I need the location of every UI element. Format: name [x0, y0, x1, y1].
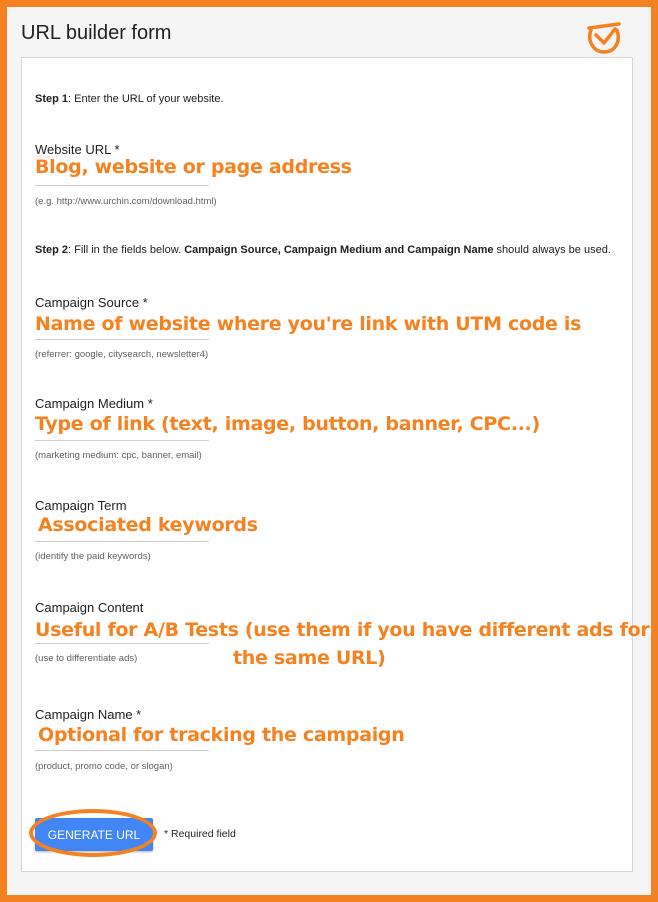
campaign-source-hint: (referrer: google, citysearch, newsletter4)	[35, 349, 209, 360]
campaign-source-label: Campaign Source *	[35, 295, 148, 310]
campaign-term-hint: (identify the paid keywords)	[35, 551, 151, 562]
step-2-text: : Fill in the fields below.	[68, 244, 185, 256]
website-url-underline	[35, 185, 209, 186]
campaign-name-underline	[35, 750, 209, 751]
campaign-name-field[interactable]: Optional for tracking the campaign	[38, 724, 405, 746]
campaign-name-hint: (product, promo code, or slogan)	[35, 761, 173, 772]
campaign-term-underline	[35, 541, 209, 542]
generate-url-button[interactable]: GENERATE URL	[35, 818, 153, 851]
step-1-instruction	[35, 93, 224, 105]
campaign-source-underline	[35, 339, 209, 340]
envelope-check-icon	[585, 20, 623, 56]
website-url-field[interactable]: Blog, website or page address	[35, 156, 352, 178]
url-builder-card	[21, 57, 650, 872]
website-url-label: Website URL *	[35, 142, 120, 157]
campaign-medium-field[interactable]: Type of link (text, image, button, banner, CPC...)	[35, 413, 540, 435]
step-2-instruction	[35, 244, 611, 256]
button-highlight-ring	[29, 809, 157, 857]
step-2-label: Step 2	[35, 244, 69, 256]
campaign-source-field[interactable]: Name of website where you're link with UTM code is	[35, 313, 582, 335]
page-title: URL builder form	[21, 22, 172, 44]
campaign-name-label: Campaign Name *	[35, 707, 142, 722]
campaign-content-field[interactable]: Useful for A/B Tests (use them if you have different ads for	[35, 619, 650, 641]
step-2-tail: should always be used.	[493, 244, 611, 256]
step-2-required-fields: Campaign Source, Campaign Medium and Campaign Name	[184, 244, 494, 256]
campaign-medium-underline	[35, 440, 209, 441]
step-1-label: Step 1	[35, 93, 69, 105]
required-field-note: * Required field	[164, 828, 236, 840]
campaign-medium-label: Campaign Medium *	[35, 396, 153, 411]
campaign-medium-hint: (marketing medium: cpc, banner, email)	[35, 450, 202, 461]
campaign-content-underline	[35, 643, 209, 644]
campaign-term-field[interactable]: Associated keywords	[38, 514, 258, 536]
campaign-content-label: Campaign Content	[35, 600, 144, 615]
campaign-term-label: Campaign Term	[35, 498, 127, 513]
website-url-hint: (e.g. http://www.urchin.com/download.html)	[35, 196, 217, 207]
campaign-content-hint: (use to differentiate ads)	[35, 653, 138, 664]
step-1-text: : Enter the URL of your website.	[68, 93, 224, 105]
campaign-content-field-line2: the same URL)	[233, 647, 386, 669]
